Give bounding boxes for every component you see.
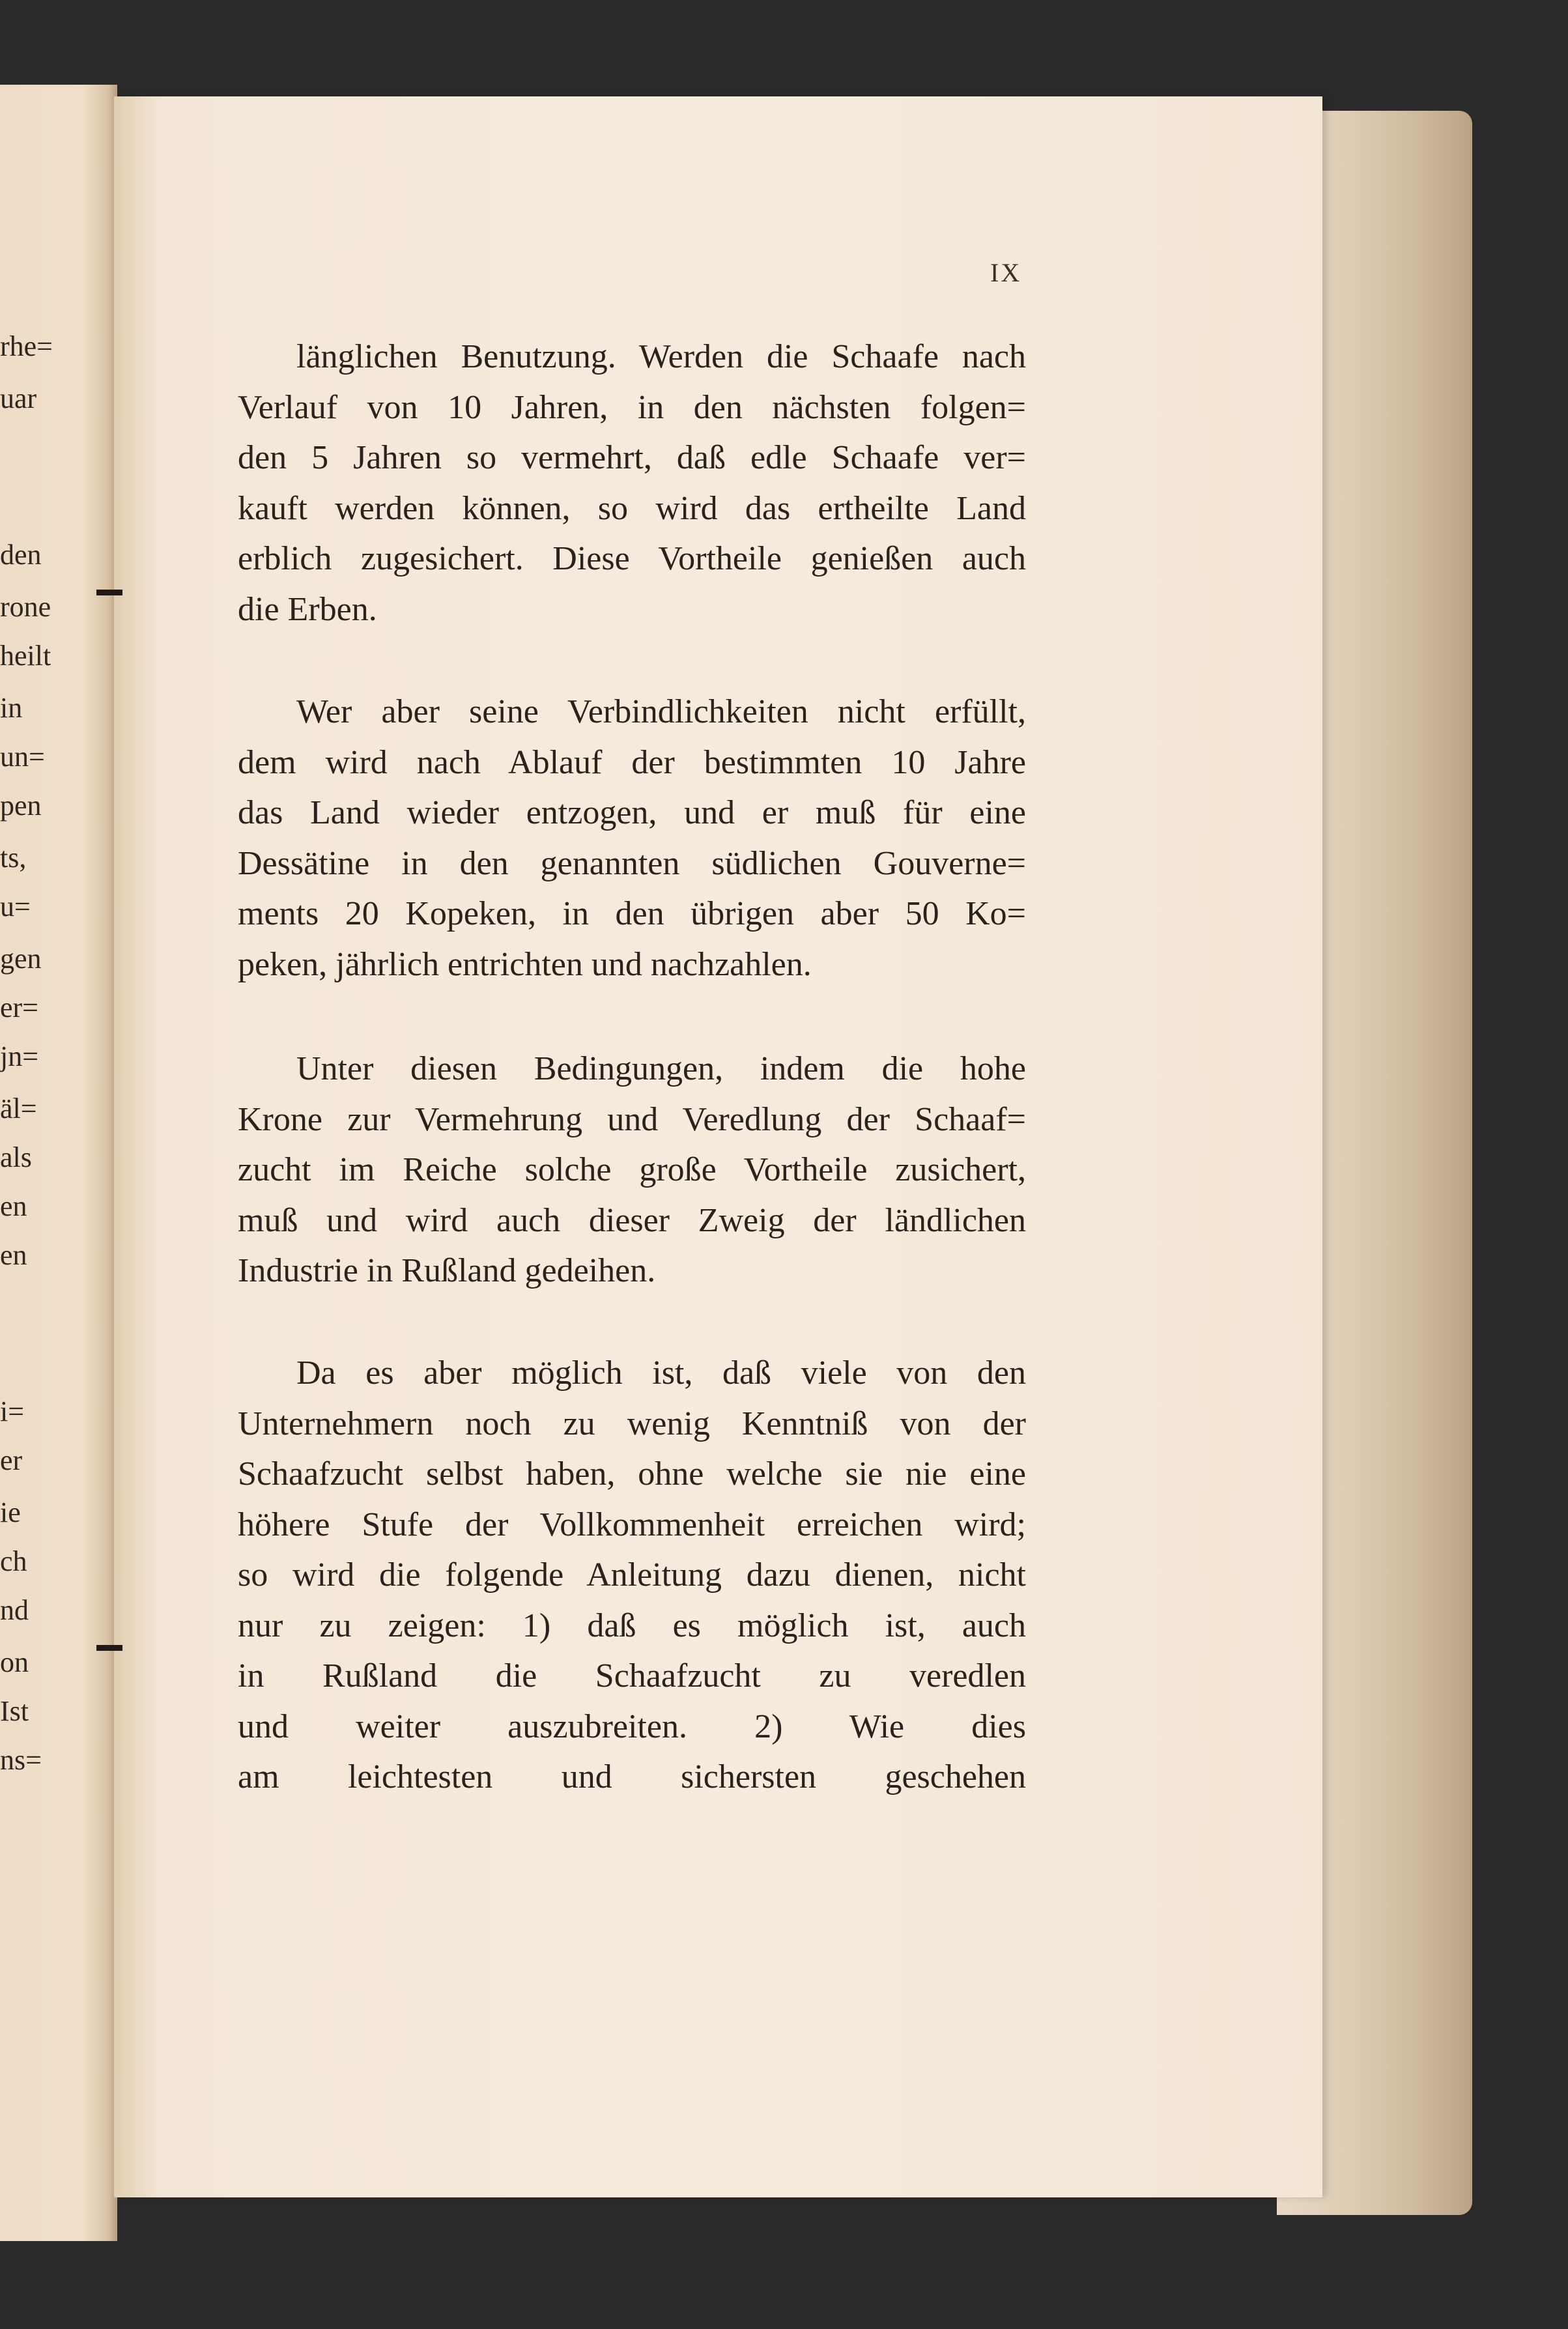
left-page-fragment: als <box>0 1141 32 1173</box>
left-page-fragment: u= <box>0 891 31 922</box>
left-page-fragment: ns= <box>0 1744 42 1776</box>
left-page-fragment: en <box>0 1239 27 1271</box>
text-line: zucht im Reiche solche große Vortheile zusichert, <box>238 1151 1026 1188</box>
left-page-fragment: nd <box>0 1594 29 1626</box>
left-page-fragment: jn= <box>0 1040 39 1072</box>
text-line: kauft werden können, so wird das ertheilte Land <box>238 489 1026 527</box>
text-line: Industrie in Rußland gedeihen. <box>238 1252 656 1289</box>
left-page-fragment: en <box>0 1190 27 1222</box>
text-line: das Land wieder entzogen, und er muß für eine <box>238 794 1026 831</box>
left-page-fragment: er= <box>0 992 38 1023</box>
text-line: Wer aber seine Verbindlichkeiten nicht erfüllt, <box>296 693 1026 730</box>
text-line: Krone zur Vermehrung und Veredlung der Schaaf= <box>238 1100 1026 1138</box>
text-line: muß und wird auch dieser Zweig der ländlichen <box>238 1201 1026 1239</box>
text-line: länglichen Benutzung. Werden die Schaafe nach <box>296 338 1026 375</box>
text-line: die Erben. <box>238 590 377 628</box>
left-page-fragment: Ist <box>0 1695 29 1727</box>
left-page-fragment: on <box>0 1646 29 1678</box>
left-page-fragment: äl= <box>0 1093 37 1124</box>
left-page <box>0 85 117 2241</box>
left-page-fragment: ts, <box>0 842 27 874</box>
binding-mark <box>96 1645 122 1651</box>
left-page-fragment: uar <box>0 382 37 414</box>
left-page-fragment: rhe= <box>0 330 53 362</box>
text-line: peken, jährlich entrichten und nachzahlen. <box>238 945 812 983</box>
text-line: nur zu zeigen: 1) daß es möglich ist, auch <box>238 1607 1026 1644</box>
text-line: in Rußland die Schaafzucht zu veredlen <box>238 1657 1026 1694</box>
left-page-fragment: i= <box>0 1395 25 1427</box>
text-line: so wird die folgende Anleitung dazu dienen, nicht <box>238 1556 1026 1593</box>
text-line: den 5 Jahren so vermehrt, daß edle Schaafe ver= <box>238 439 1026 476</box>
text-line: Unternehmern noch zu wenig Kenntniß von der <box>238 1405 1026 1442</box>
text-line: und weiter auszubreiten. 2) Wie dies <box>238 1707 1026 1745</box>
text-line: Unter diesen Bedingungen, indem die hohe <box>296 1050 1026 1087</box>
left-page-fragment: un= <box>0 741 45 773</box>
left-page-fragment: heilt <box>0 640 51 672</box>
left-page-fragment: er <box>0 1444 23 1476</box>
left-page-fragment: ie <box>0 1496 21 1528</box>
left-page-fragment: ch <box>0 1545 27 1577</box>
left-page-fragment: gen <box>0 943 42 975</box>
text-line: Da es aber möglich ist, daß viele von den <box>296 1354 1026 1392</box>
page-number: IX <box>990 258 1022 287</box>
left-page-fragment: pen <box>0 790 42 822</box>
text-line: dem wird nach Ablauf der bestimmten 10 Jahre <box>238 743 1026 781</box>
binding-mark <box>96 590 122 595</box>
text-line: erblich zugesichert. Diese Vortheile genießen auch <box>238 540 1026 577</box>
text-line: Verlauf von 10 Jahren, in den nächsten folgen= <box>238 388 1026 426</box>
text-line: Schaafzucht selbst haben, ohne welche sie nie eine <box>238 1455 1026 1493</box>
left-page-fragment: rone <box>0 591 51 623</box>
text-line: am leichtesten und sichersten geschehen <box>238 1758 1026 1795</box>
text-line: Dessätine in den genannten südlichen Gouverne= <box>238 844 1026 882</box>
left-page-fragment: in <box>0 692 23 724</box>
left-page-fragment: den <box>0 539 42 571</box>
text-line: höhere Stufe der Vollkommenheit erreichen wird; <box>238 1506 1026 1543</box>
text-line: ments 20 Kopeken, in den übrigen aber 50 Ko= <box>238 895 1026 932</box>
